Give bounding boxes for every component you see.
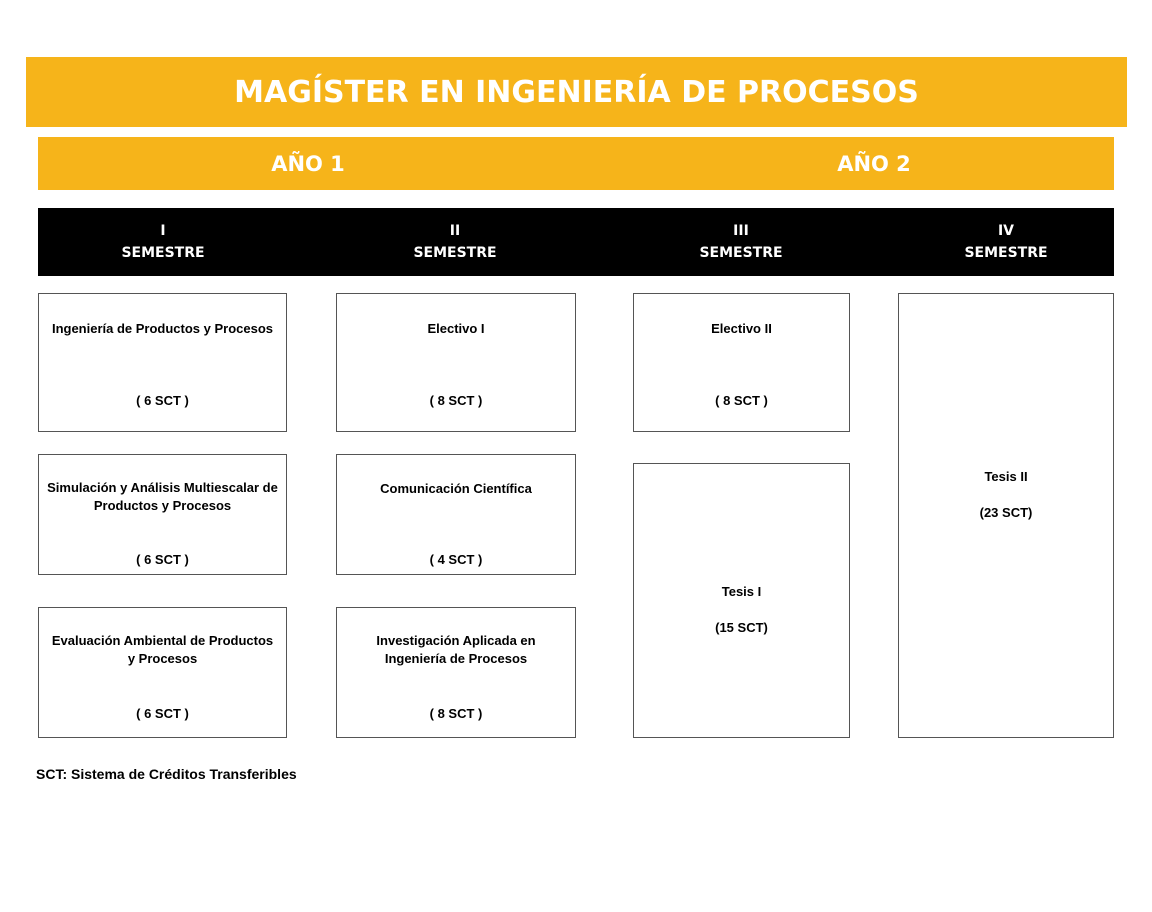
course-credits: ( 8 SCT ) bbox=[715, 393, 768, 408]
semester-3-header bbox=[641, 208, 841, 276]
course-box bbox=[633, 293, 850, 432]
course-box bbox=[336, 293, 576, 432]
course-box bbox=[336, 607, 576, 738]
course-name: Evaluación Ambiental de Productos y Procesos bbox=[51, 633, 274, 666]
semester-2-numeral: II bbox=[449, 223, 461, 239]
course-name: Electivo I bbox=[427, 321, 485, 336]
program-title: MAGÍSTER EN INGENIERÍA DE PROCESOS bbox=[26, 57, 1127, 127]
semester-4-numeral: IV bbox=[997, 223, 1015, 239]
semester-3-label: SEMESTRE bbox=[699, 245, 783, 261]
course-box bbox=[38, 293, 287, 432]
course-box bbox=[898, 293, 1114, 738]
course-box bbox=[336, 454, 576, 575]
course-box bbox=[38, 607, 287, 738]
semester-1-numeral: I bbox=[160, 223, 166, 239]
course-name: Simulación y Análisis Multiescalar de Productos y Procesos bbox=[47, 480, 278, 513]
semester-header-bar bbox=[38, 208, 1114, 276]
course-credits: ( 8 SCT ) bbox=[429, 393, 483, 408]
year-1-label: AÑO 1 bbox=[271, 151, 345, 176]
course-credits: ( 4 SCT ) bbox=[429, 552, 483, 567]
course-credits: (23 SCT) bbox=[979, 504, 1033, 520]
course-credits: ( 6 SCT ) bbox=[136, 552, 189, 567]
semester-1-header bbox=[63, 208, 263, 276]
course-credits: ( 6 SCT ) bbox=[136, 706, 189, 721]
semester-4-label: SEMESTRE bbox=[964, 245, 1048, 261]
course-name: Electivo II bbox=[711, 321, 772, 336]
course-box bbox=[38, 454, 287, 575]
semester-3-numeral: III bbox=[733, 223, 749, 239]
semester-1-label: SEMESTRE bbox=[121, 245, 205, 261]
semester-2-header bbox=[355, 208, 555, 276]
year-2-label: AÑO 2 bbox=[837, 151, 911, 176]
course-name: Ingeniería de Productos y Procesos bbox=[51, 321, 274, 336]
course-name: Tesis II bbox=[984, 468, 1028, 484]
course-box bbox=[633, 463, 850, 738]
semester-4-header bbox=[906, 208, 1106, 276]
course-name: Tesis I bbox=[721, 583, 762, 599]
course-credits: (15 SCT) bbox=[715, 619, 768, 635]
course-credits: ( 8 SCT ) bbox=[429, 706, 483, 721]
course-name: Comunicación Científica bbox=[380, 481, 532, 496]
course-credits: ( 6 SCT ) bbox=[136, 393, 189, 408]
year-banner bbox=[38, 137, 1114, 190]
footnote: SCT: Sistema de Créditos Transferibles bbox=[36, 766, 297, 782]
semester-2-label: SEMESTRE bbox=[413, 245, 497, 261]
course-name: Investigación Aplicada en Ingeniería de Procesos bbox=[376, 633, 536, 666]
